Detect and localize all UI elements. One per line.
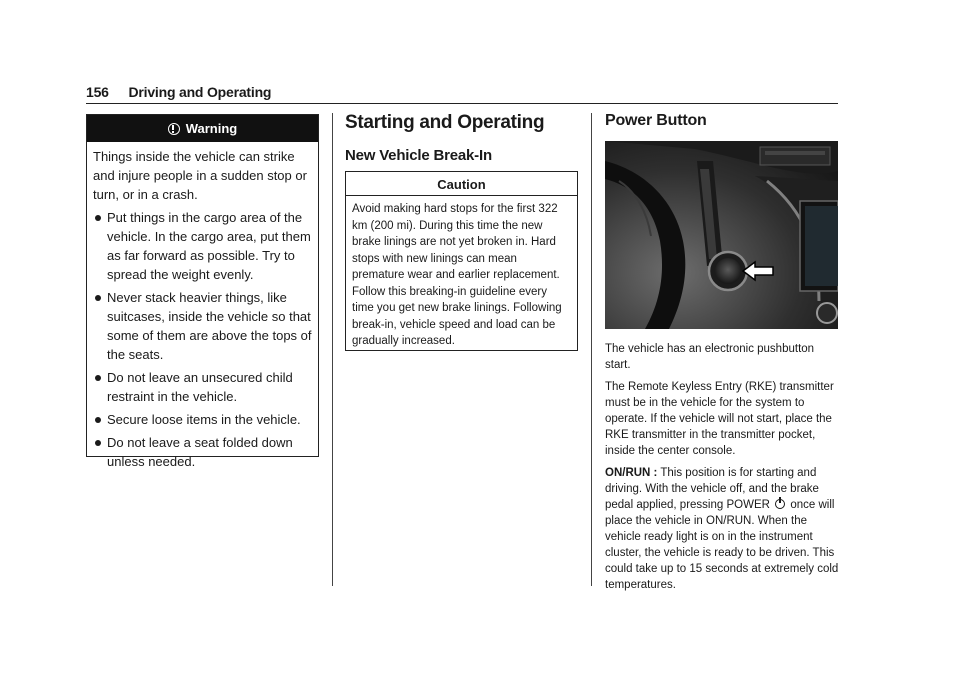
section-title: Driving and Operating	[128, 84, 272, 100]
running-head	[86, 84, 271, 100]
on-run-text-b: once will place the vehicle in ON/RUN. When the vehicle ready light is on in the instrument cluster, the vehicle is ready to be driven. This could take up to 15 seconds at extremely cold temperatures.	[605, 499, 839, 591]
paragraph: The vehicle has an electronic pushbutton start.	[605, 343, 815, 371]
on-run-text-a: This position is for starting and driving. With the vehicle off, and the brake pedal applied, pressing POWER	[605, 467, 819, 511]
bullet-icon	[95, 417, 101, 423]
on-run-term: ON/RUN :	[605, 467, 658, 479]
paragraph: The Remote Keyless Entry (RKE) transmitter must be in the vehicle for the system to operate. If the vehicle will not start, place the RKE transmitter in the transmitter pocket, inside the center console.	[605, 381, 834, 457]
warning-bullet	[93, 288, 312, 364]
bullet-text: Do not leave an unsecured child restraint in the vehicle.	[107, 370, 293, 404]
power-button-heading: Power Button	[605, 112, 707, 129]
bullet-text: Secure loose items in the vehicle.	[107, 412, 301, 427]
bullet-icon	[95, 440, 101, 446]
warning-icon	[168, 123, 180, 135]
warning-box	[86, 114, 319, 469]
header-rule	[86, 103, 838, 104]
warning-bullet	[93, 410, 312, 429]
column-divider-left	[332, 113, 333, 586]
warning-body	[87, 142, 318, 471]
caution-text: Avoid making hard stops for the first 322 km (200 mi). During this time the new brake linings are not yet broken in. Hard stops with new linings can mean premature wear and earlier replacement. Follow this breaking-in guideline every time you get new brake linings. Following break-in, vehicle speed and load can be gradually increased.	[352, 203, 562, 347]
warning-title: Warning	[185, 121, 238, 136]
bullet-text: Do not leave a seat folded down unless needed.	[107, 435, 293, 469]
warning-bullet	[93, 368, 312, 406]
bullet-text: Put things in the cargo area of the vehicle. In the cargo area, put them as far forward as possible. Try to spread the weight evenly.	[107, 210, 311, 282]
power-button-text	[605, 341, 840, 599]
warning-intro: Things inside the vehicle can strike and injure people in a sudden stop or turn, or in a crash.	[93, 149, 307, 202]
caution-box	[345, 171, 578, 351]
page-number: 156	[86, 84, 109, 100]
bullet-icon	[95, 375, 101, 381]
section-heading: Starting and Operating	[345, 112, 545, 133]
warning-title-bar	[87, 115, 318, 142]
on-run-paragraph	[605, 465, 840, 593]
power-button-photo	[605, 141, 838, 329]
column-divider-right	[591, 113, 592, 586]
bullet-text: Never stack heavier things, like suitcases, inside the vehicle so that some of them are above the tops of the seats.	[107, 290, 312, 362]
subsection-heading: New Vehicle Break-In	[345, 147, 492, 164]
bullet-icon	[95, 215, 101, 221]
caution-title: Caution	[346, 172, 577, 196]
bullet-icon	[95, 295, 101, 301]
warning-bullet	[93, 433, 312, 471]
warning-bullet	[93, 208, 312, 284]
power-icon	[775, 499, 785, 509]
warning-bullet-list	[93, 208, 312, 471]
